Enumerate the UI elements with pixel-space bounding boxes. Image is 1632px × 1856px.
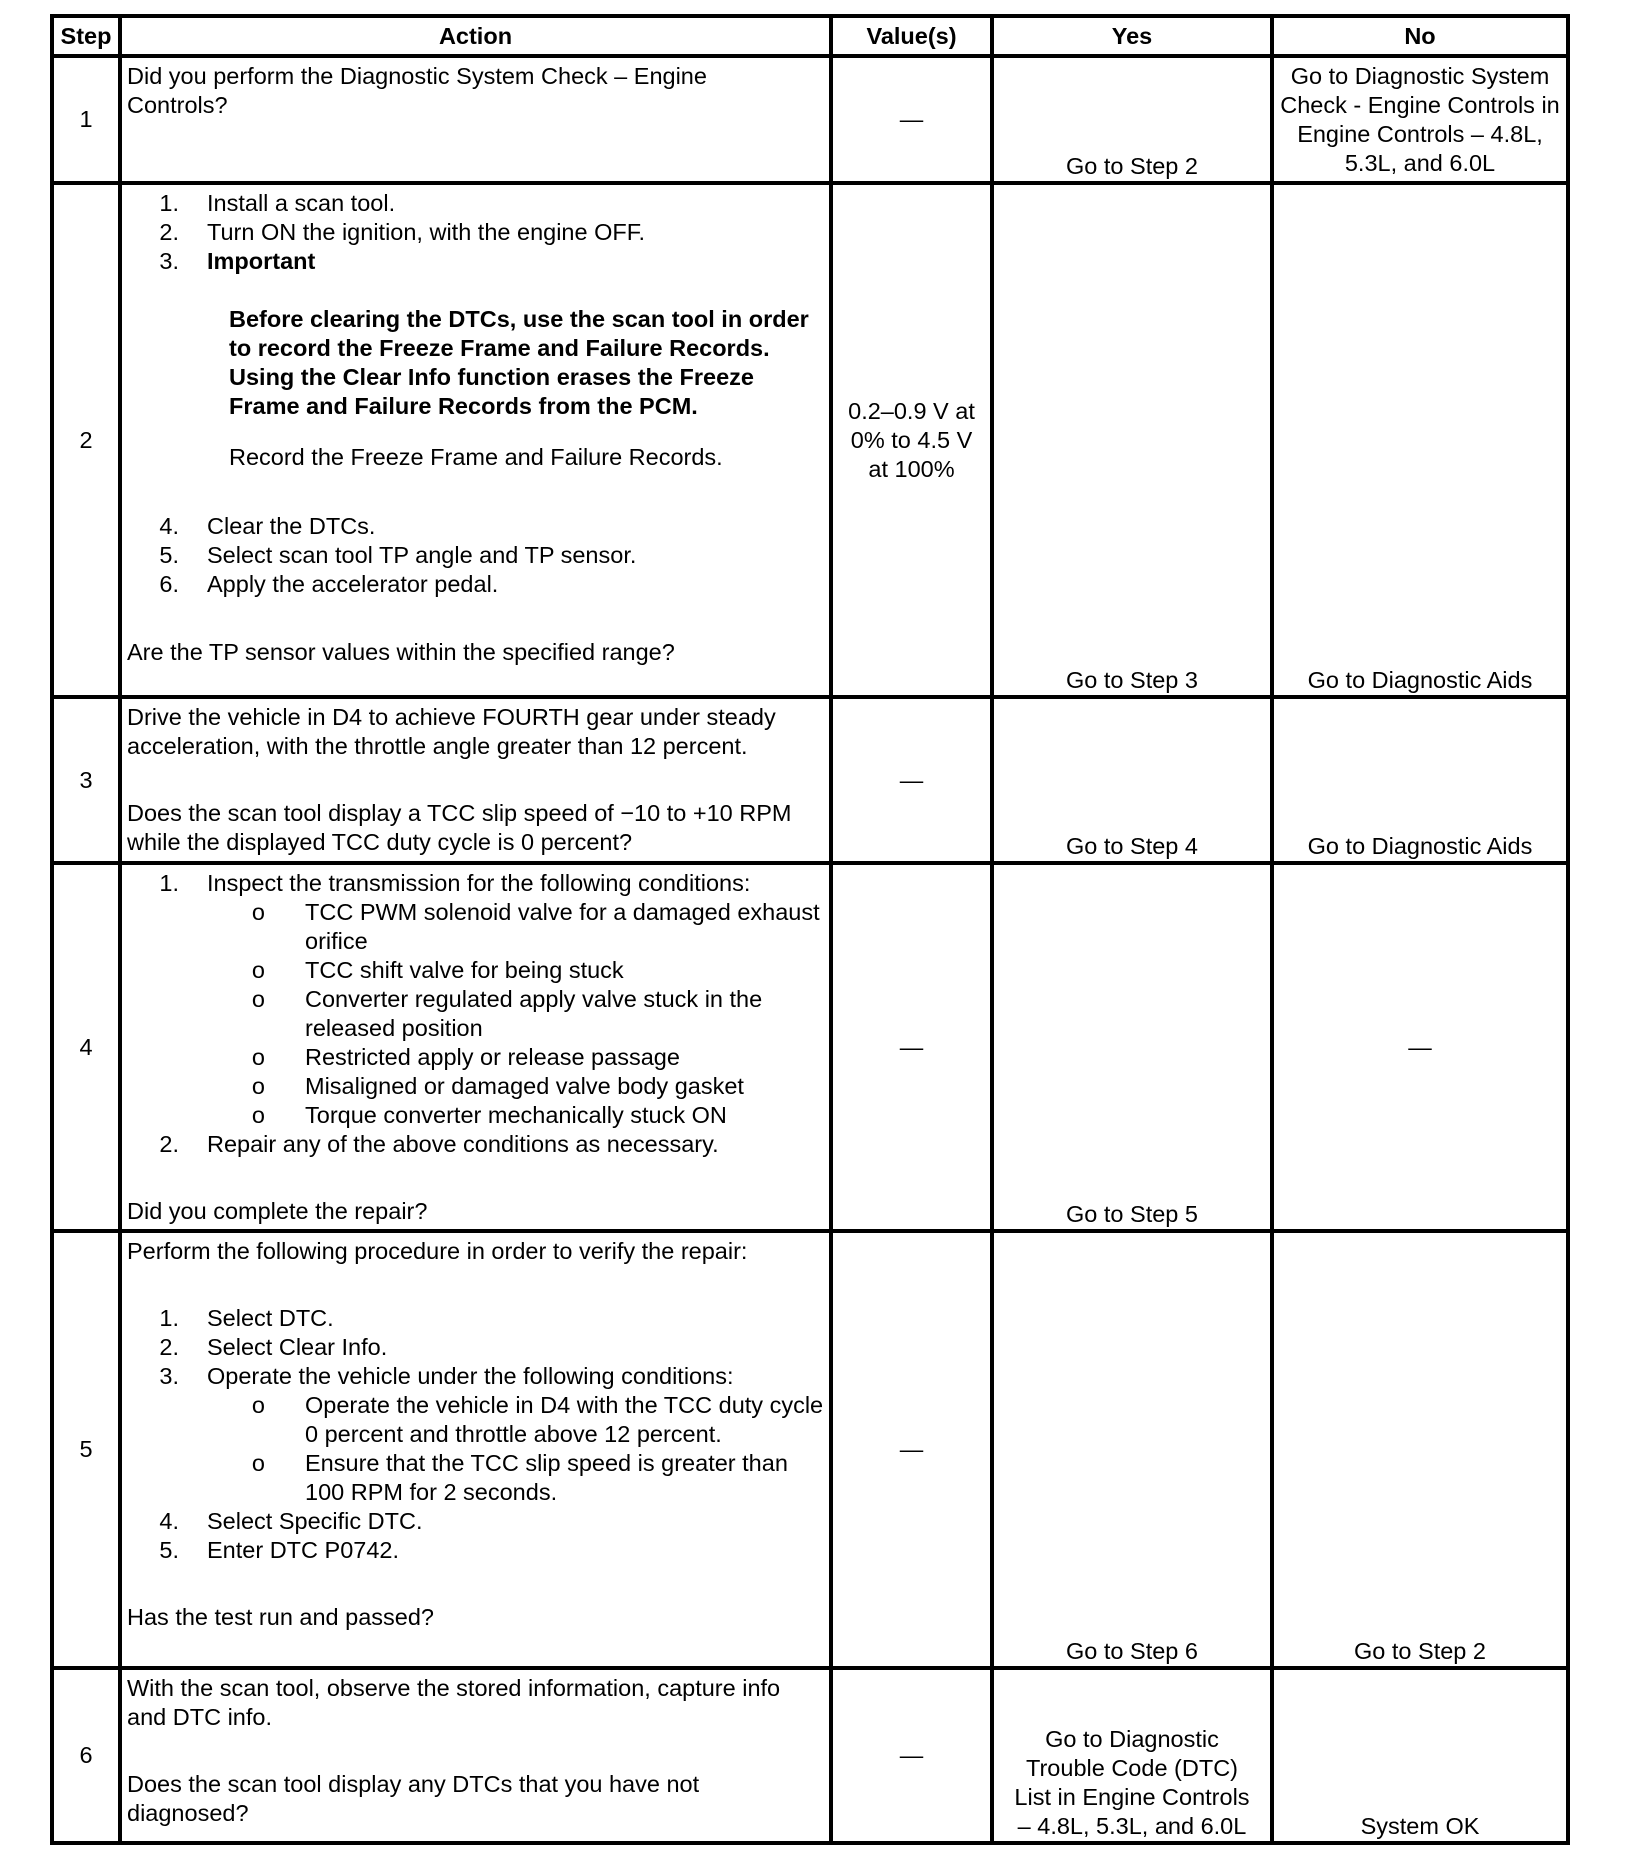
record-text: Record the Freeze Frame and Failure Records. — [229, 444, 723, 470]
header-yes: Yes — [992, 16, 1272, 56]
question: Does the scan tool display any DTCs that you have not diagnosed? — [127, 1771, 700, 1826]
action-text: Drive the vehicle in D4 to achieve FOURTH gear under steady acceleration, with the throttle angle greater than 12 percent. — [127, 704, 776, 759]
action-cell — [120, 56, 831, 183]
sub-list-item: o Ensure that the TCC slip speed is greater than 100 RPM for 2 seconds. — [251, 1450, 788, 1505]
value-cell: 0.2–0.9 V at 0% to 4.5 V at 100% — [831, 183, 992, 697]
step-number: 5 — [52, 1231, 120, 1668]
step-number: 6 — [52, 1668, 120, 1843]
no-cell: Go to Diagnostic Aids — [1272, 697, 1568, 863]
table-row — [52, 697, 1568, 863]
step-number: 3 — [52, 697, 120, 863]
value-cell: — — [831, 56, 992, 183]
value-cell: — — [831, 1231, 992, 1668]
list-item: 4. Select Specific DTC. — [159, 1508, 423, 1534]
sub-list-item: o Converter regulated apply valve stuck in the released position — [251, 986, 763, 1041]
yes-cell: Go to Step 3 — [992, 183, 1272, 697]
action-cell — [120, 183, 831, 697]
sub-list-item: o TCC PWM solenoid valve for a damaged exhaust orifice — [251, 899, 820, 954]
yes-cell: Go to Step 4 — [992, 697, 1272, 863]
action-cell — [120, 863, 831, 1231]
sub-list-item: o Operate the vehicle in D4 with the TCC duty cycle 0 percent and throttle above 12 percent. — [251, 1392, 824, 1447]
table-row — [52, 56, 1568, 183]
sub-list-item: o Torque converter mechanically stuck ON — [251, 1102, 727, 1128]
intro-text: Perform the following procedure in order to verify the repair: — [127, 1238, 748, 1264]
yes-cell: Go to Step 2 — [992, 56, 1272, 183]
question: Does the scan tool display a TCC slip speed of −10 to +10 RPM while the displayed TCC duty cycle is 0 percent? — [127, 800, 792, 855]
header-no: No — [1272, 16, 1568, 56]
important-label: Important — [207, 248, 316, 274]
step-number: 2 — [52, 183, 120, 697]
list-item: 5. Enter DTC P0742. — [159, 1537, 400, 1563]
header-action: Action — [120, 16, 831, 56]
header-row — [52, 16, 1568, 56]
action-cell — [120, 697, 831, 863]
list-item: 2. Select Clear Info. — [159, 1334, 388, 1360]
no-cell: Go to Diagnostic System Check - Engine Controls in Engine Controls – 4.8L, 5.3L, and 6.0L — [1272, 56, 1568, 183]
sub-list-item: o TCC shift valve for being stuck — [251, 957, 624, 983]
question: Has the test run and passed? — [127, 1604, 435, 1630]
list-item: 6. Apply the accelerator pedal. — [159, 571, 499, 597]
yes-cell: Go to Diagnostic Trouble Code (DTC) List in Engine Controls – 4.8L, 5.3L, and 6.0L — [992, 1668, 1272, 1843]
value-cell: — — [831, 697, 992, 863]
value-cell: — — [831, 1668, 992, 1843]
header-step: Step — [52, 16, 120, 56]
no-cell: Go to Step 2 — [1272, 1231, 1568, 1668]
header-values: Value(s) — [831, 16, 992, 56]
table-row — [52, 183, 1568, 697]
list-item: 3. Operate the vehicle under the following conditions: — [159, 1363, 734, 1389]
table-row — [52, 863, 1568, 1231]
list-item: 3. Important — [127, 247, 825, 276]
sub-list-item: o Misaligned or damaged valve body gasket — [251, 1073, 744, 1099]
table-row — [52, 1231, 1568, 1668]
list-item: 1. Install a scan tool. — [159, 190, 396, 216]
action-text: With the scan tool, observe the stored information, capture info and DTC info. — [127, 1675, 781, 1730]
question: Are the TP sensor values within the specified range? — [127, 639, 675, 665]
yes-cell: Go to Step 5 — [992, 863, 1272, 1231]
list-item: 2. Turn ON the ignition, with the engine OFF. — [159, 219, 646, 245]
step-number: 1 — [52, 56, 120, 183]
action-text: Did you perform the Diagnostic System Check – Engine Controls? — [127, 63, 707, 118]
no-cell: — — [1272, 863, 1568, 1231]
no-cell: Go to Diagnostic Aids — [1272, 183, 1568, 697]
list-item: 2. Repair any of the above conditions as necessary. — [159, 1131, 719, 1157]
table-row — [52, 1668, 1568, 1843]
question: Did you complete the repair? — [127, 1198, 428, 1224]
important-note: Before clearing the DTCs, use the scan tool in order to record the Freeze Frame and Failure Records. Using the Clear Info function erases the Freeze Frame and Failure Records from the PCM. — [229, 306, 809, 419]
value-cell: — — [831, 863, 992, 1231]
list-item: 5. Select scan tool TP angle and TP sensor. — [159, 542, 637, 568]
action-cell — [120, 1231, 831, 1668]
step-number: 4 — [52, 863, 120, 1231]
no-cell: System OK — [1272, 1668, 1568, 1843]
list-item: 1. Select DTC. — [159, 1305, 334, 1331]
list-item: 4. Clear the DTCs. — [159, 513, 376, 539]
list-item: 1. Inspect the transmission for the following conditions: — [159, 870, 751, 896]
action-cell — [120, 1668, 831, 1843]
yes-cell: Go to Step 6 — [992, 1231, 1272, 1668]
diagnostic-table — [50, 14, 1570, 1845]
sub-list-item: o Restricted apply or release passage — [251, 1044, 680, 1070]
